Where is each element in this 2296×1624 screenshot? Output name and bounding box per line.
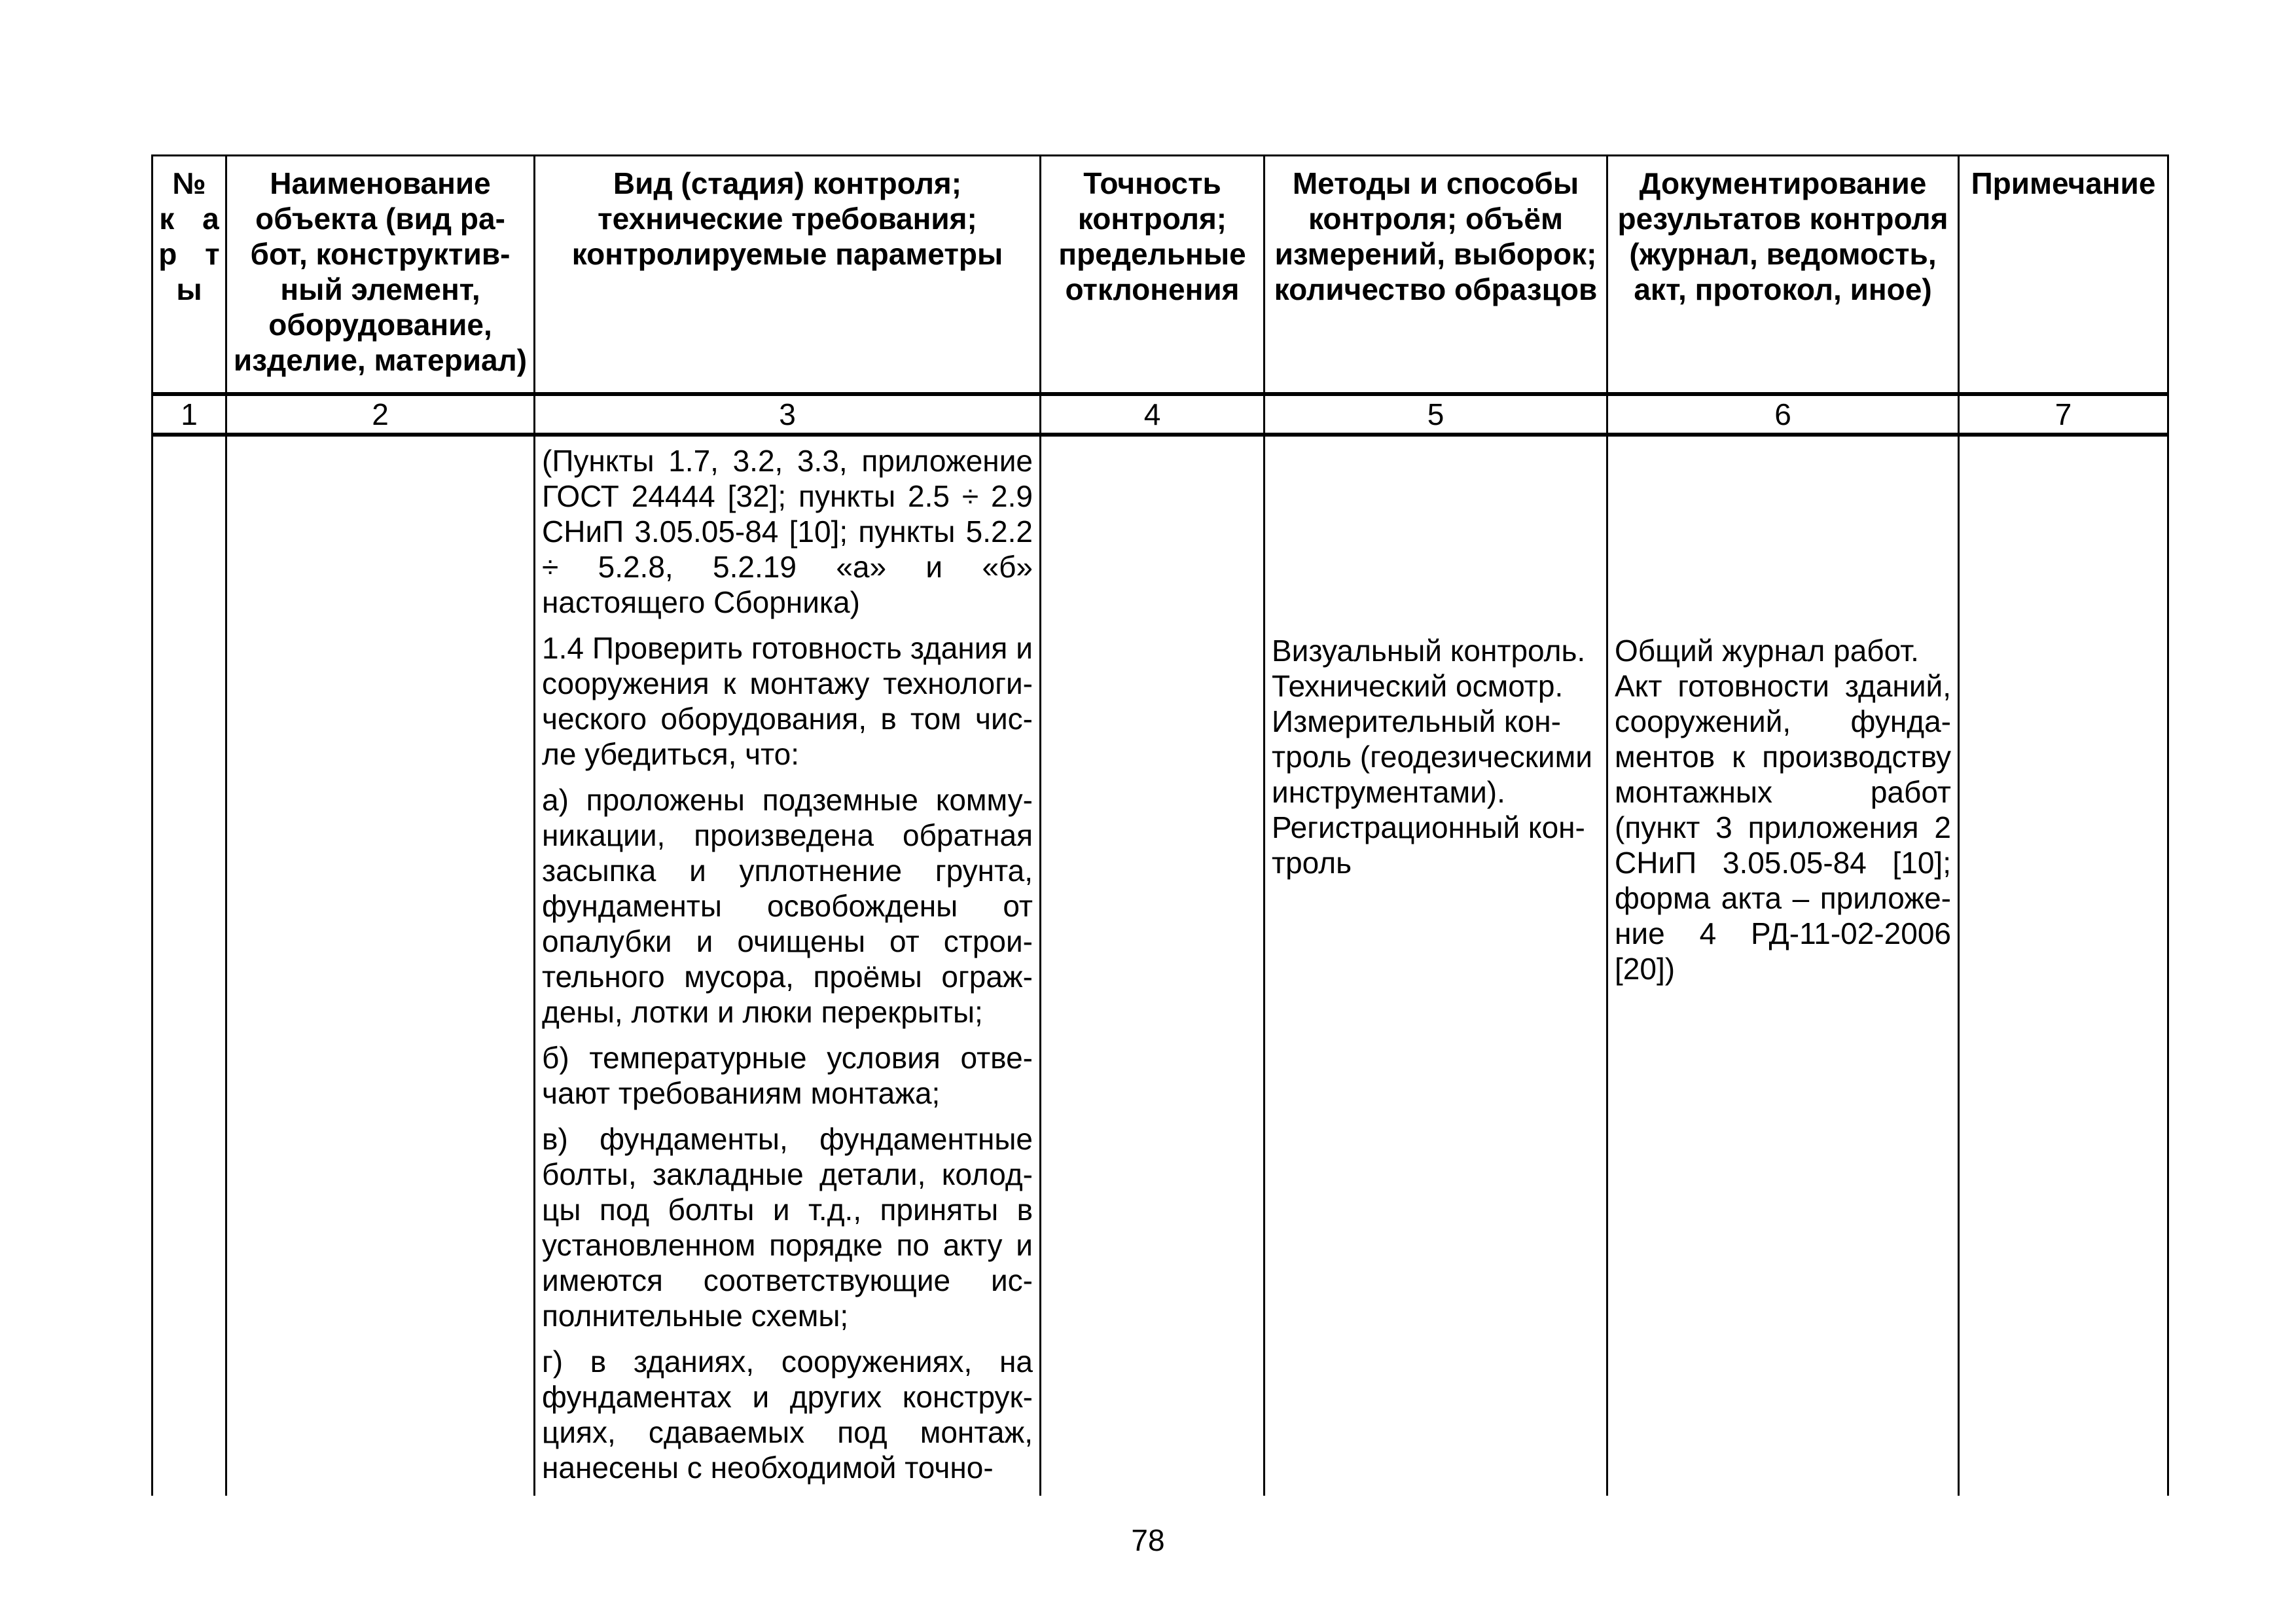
page-number: 78 bbox=[1131, 1523, 1165, 1557]
column-number: 6 bbox=[1607, 394, 1959, 435]
cell-card-number bbox=[152, 435, 226, 1496]
header-note: Примечание bbox=[1959, 156, 2168, 395]
column-number: 3 bbox=[535, 394, 1041, 435]
spacer bbox=[1272, 443, 1600, 633]
column-number: 2 bbox=[226, 394, 535, 435]
documentation-act: Акт готовности зданий, сооружений, фунда- ментов к производству монтажных работ (пункт 3 приложения 2 СНиП 3.05.05-84 [10]; форма акта – приложе- ние 4 РД-11-02-2006 [20]) bbox=[1615, 669, 1951, 986]
cell-control-type bbox=[535, 435, 1041, 1496]
header-accuracy: Точность контроля; предельные отклонения bbox=[1041, 156, 1265, 395]
cell-object-name bbox=[226, 435, 535, 1496]
paragraph: в) фундаменты, фундаментные болты, закладные детали, колод- цы под болты и т.д., приняты в установленном порядке по акту и имеются соответствующие ис- полнительные схемы; bbox=[542, 1122, 1033, 1333]
column-number-row bbox=[152, 394, 2168, 435]
control-table bbox=[151, 154, 2169, 1496]
cell-methods bbox=[1265, 435, 1607, 1496]
cell-accuracy bbox=[1041, 435, 1265, 1496]
paragraph: г) в зданиях, сооружениях, на фундаментах и других конструк- циях, сдаваемых под монтаж, нанесены с необходимой точно- bbox=[542, 1344, 1033, 1485]
header-object-name: Наименование объекта (вид ра- бот, конструктив- ный элемент, оборудование, изделие, материал) bbox=[226, 156, 535, 395]
column-number: 5 bbox=[1265, 394, 1607, 435]
documentation-journal: Общий журнал работ. bbox=[1615, 634, 1919, 668]
header-methods: Методы и способы контроля; объём измерений, выборок; количество образцов bbox=[1265, 156, 1607, 395]
paragraph: б) температурные условия отве- чают требованиям монтажа; bbox=[542, 1041, 1033, 1110]
header-control-type: Вид (стадия) контроля; технические требования; контролируемые параметры bbox=[535, 156, 1041, 395]
table-row bbox=[152, 435, 2168, 1496]
methods-text: Визуальный контроль. Технический осмотр. Измерительный кон- троль (геодезическими инструментами). Регистрационный кон- троль bbox=[1272, 634, 1592, 880]
paragraph: (Пункты 1.7, 3.2, 3.3, приложение ГОСТ 24444 [32]; пункты 2.5 ÷ 2.9 СНиП 3.05.05-84 [10]; пункты 5.2.2 ÷ 5.2.8, 5.2.19 «а» и «б» настоящего Сборника) bbox=[542, 444, 1033, 619]
spacer bbox=[1615, 443, 1951, 633]
cell-note bbox=[1959, 435, 2168, 1496]
column-number: 7 bbox=[1959, 394, 2168, 435]
header-documentation: Документирование результатов контроля (журнал, ведомость, акт, протокол, иное) bbox=[1607, 156, 1959, 395]
header-card-number: № к а р т ы bbox=[152, 156, 226, 395]
column-number: 4 bbox=[1041, 394, 1265, 435]
column-number: 1 bbox=[152, 394, 226, 435]
paragraph: 1.4 Проверить готовность здания и сооружения к монтажу технологи- ческого оборудования, в том чис- ле убедиться, что: bbox=[542, 631, 1033, 771]
header-row bbox=[152, 156, 2168, 395]
paragraph: а) проложены подземные комму- никации, произведена обратная засыпка и уплотнение грунта, фундаменты освобождены от опалубки и очищены от строи- тельного мусора, проёмы ограж- дены, лотки и люки перекрыты; bbox=[542, 783, 1033, 1029]
cell-documentation bbox=[1607, 435, 1959, 1496]
